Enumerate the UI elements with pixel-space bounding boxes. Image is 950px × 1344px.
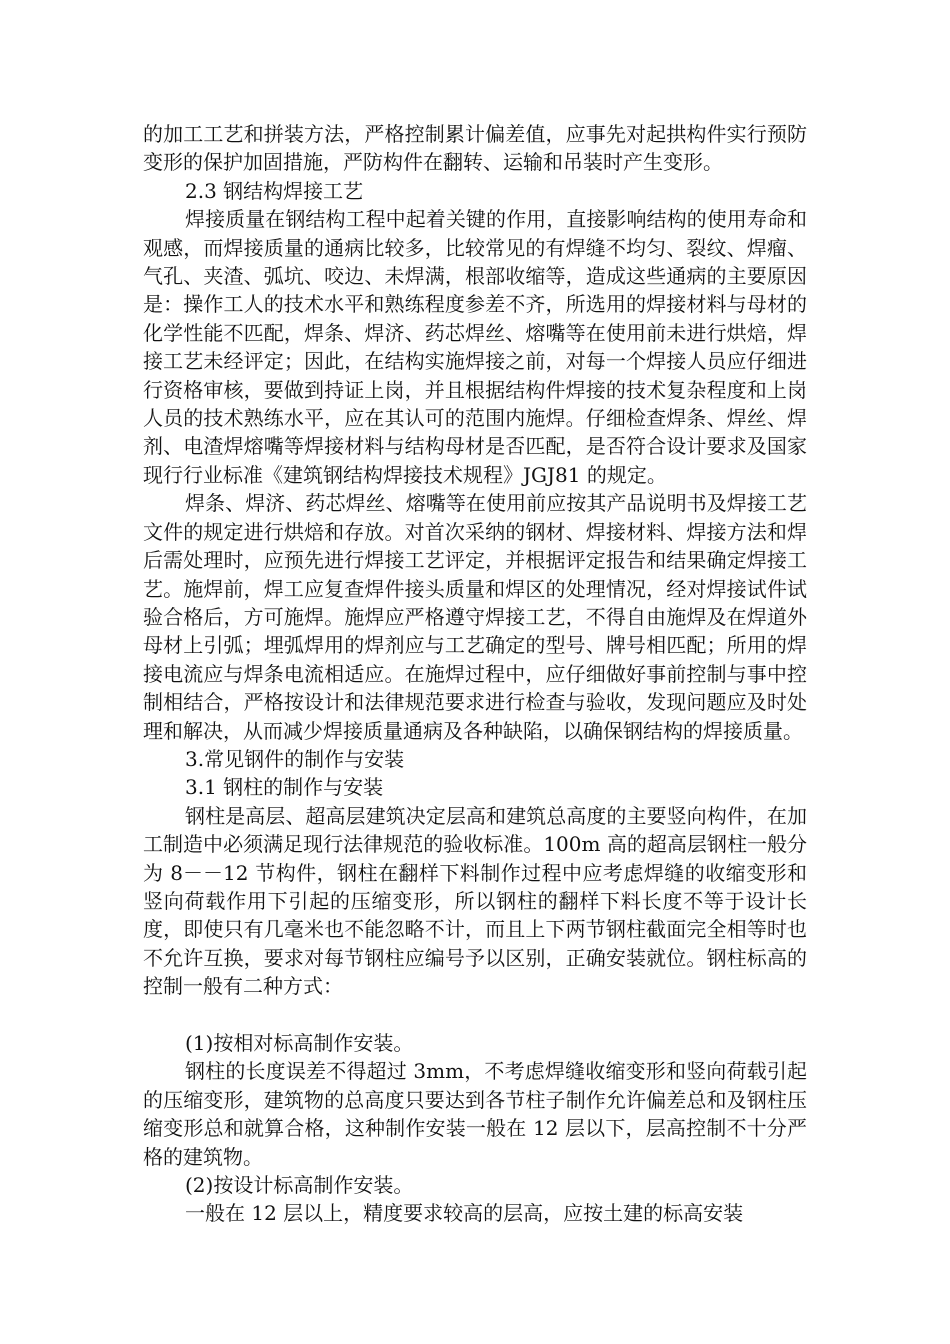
section-heading-2-3: 2.3 钢结构焊接工艺	[185, 178, 364, 203]
document-page	[143, 120, 807, 1228]
list-item-design-elevation: (2)按设计标高制作安装。	[185, 1173, 414, 1198]
list-item-relative-elevation: (1)按相对标高制作安装。	[185, 1030, 414, 1055]
section-heading-3: 3.常见钢件的制作与安装	[185, 746, 405, 771]
section-heading-3-1: 3.1 钢柱的制作与安装	[185, 775, 384, 800]
paragraph-welding-materials: 焊条、焊济、药芯焊丝、熔嘴等在使用前应按其产品说明书及焊接工艺文件的规定进行烘焙和存放。对首次采纳的钢材、焊接材料、焊接方法和焊后需处理时，应预先进行焊接工艺评定，并根据评定报告和结果确定焊接工艺。施焊前，焊工应复查焊件接头质量和焊区的处理情况，经对焊接试件试验合格后，方可施焊。施焊应严格遵守焊接工艺，不得自由施焊及在焊道外母材上引弧；埋弧焊用的焊剂应与工艺确定的型号、牌号相匹配；所用的焊接电流应与焊条电流相适应。在施焊过程中，应仔细做好事前控制与事中控制相结合，严格按设计和法律规范要求进行检查与验收，发现问题应及时处理和解决，从而减少焊接质量通病及各种缺陷，以确保钢结构的焊接质量。	[143, 491, 807, 743]
blank-line	[143, 1001, 807, 1029]
paragraph-steel-column: 钢柱是高层、超高层建筑决定层高和建筑总高度的主要竖向构件，在加工制造中必须满足现行法律规范的验收标准。100m 高的超高层钢柱一般分为 8－－12 节构件，钢柱在翻样下料制作过程中应考虑焊缝的收缩变形和竖向荷载作用下引起的压缩变形，所以钢柱的翻样下料长度不等于设计长度，即使只有几毫米也不能忽略不计，而且上下两节钢柱截面完全相等时也不允许互换，要求对每节钢柱应编号予以区别，正确安装就位。钢柱标高的控制一般有二种方式：	[143, 803, 807, 999]
paragraph-continuation: 的加工工艺和拼装方法，严格控制累计偏差值，应事先对起拱构件实行预防变形的保护加固措施，严防构件在翻转、运输和吊装时产生变形。	[143, 122, 807, 175]
paragraph-relative-elevation: 钢柱的长度误差不得超过 3mm，不考虑焊缝收缩变形和竖向荷载引起的压缩变形，建筑物的总高度只要达到各节柱子制作允许偏差总和及钢柱压缩变形总和就算合格，这种制作安装一般在 12 层以下，层高控制不十分严格的建筑物。	[143, 1059, 807, 1169]
paragraph-design-elevation: 一般在 12 层以上，精度要求较高的层高，应按土建的标高安装	[185, 1201, 744, 1226]
paragraph-welding-quality: 焊接质量在钢结构工程中起着关键的作用，直接影响结构的使用寿命和观感，而焊接质量的通病比较多，比较常见的有焊缝不均匀、裂纹、焊瘤、气孔、夹渣、弧坑、咬边、未焊满，根部收缩等，造成这些通病的主要原因是：操作工人的技术水平和熟练程度参差不齐，所选用的焊接材料与母材的化学性能不匹配，焊条、焊济、药芯焊丝、熔嘴等在使用前未进行烘焙，焊接工艺未经评定；因此，在结构实施焊接之前，对每一个焊接人员应仔细进行资格审核，要做到持证上岗，并且根据结构件焊接的技术复杂程度和上岗人员的技术熟练水平，应在其认可的范围内施焊。仔细检查焊条、焊丝、焊剂、电渣焊熔嘴等焊接材料与结构母材是否匹配，是否符合设计要求及国家现行行业标准《建筑钢结构焊接技术规程》JGJ81 的规定。	[143, 207, 807, 487]
